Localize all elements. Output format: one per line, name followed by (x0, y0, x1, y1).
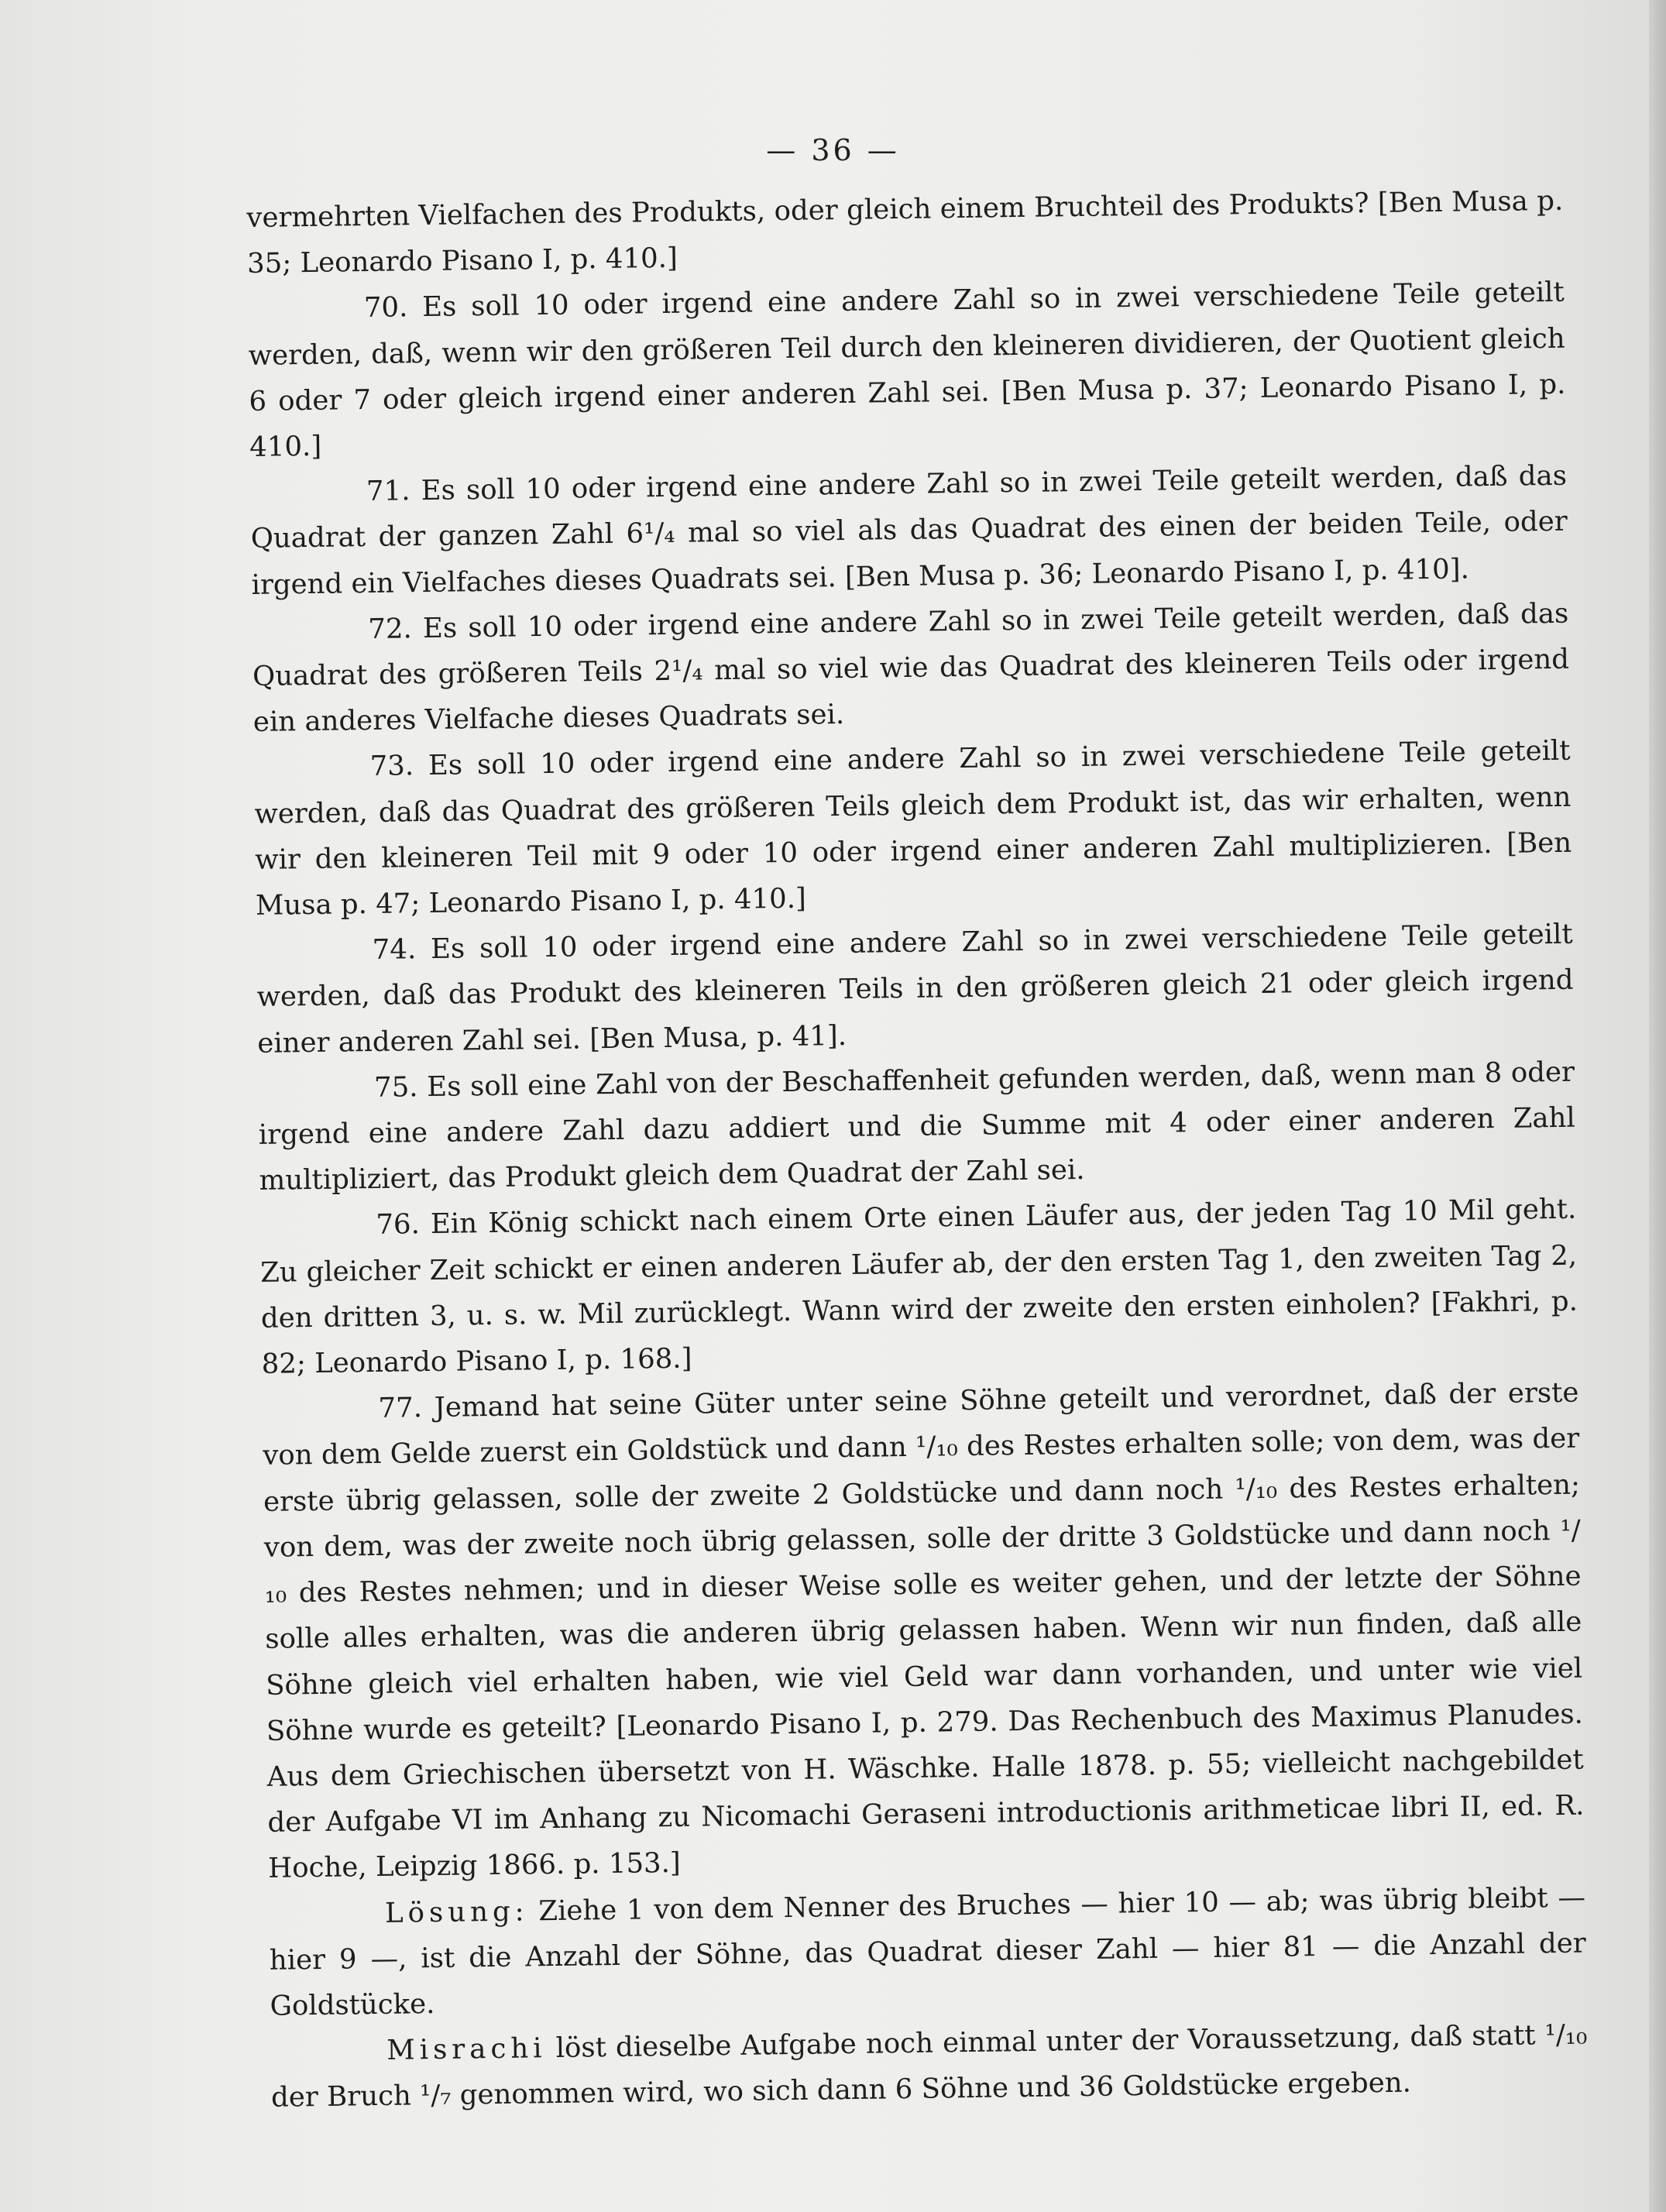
problem-70: 70. Es soll 10 oder irgend eine andere Zahl so in zwei verschiedene Teile geteilt werden, daß, wenn wir den größeren Teil durch den kleineren dividieren, der Quotient gleich 6 oder 7 oder gleich irgend einer anderen Zahl sei. [Ben Musa p. 37; Leonardo Pisano I, p. 410.] (248, 276, 1566, 463)
problem-76: 76. Ein König schickt nach einem Orte einen Läufer aus, der jeden Tag 10 Mil geht. Zu gleicher Zeit schickt er einen anderen Läufer ab, der den ersten Tag 1, den zweiten Tag 2, den dritten 3, u. s. w. Mil zurücklegt. Wann wird der zweite den ersten einholen? [Fakhri, p. 82; Leonardo Pisano I, p. 168.] (259, 1194, 1578, 1380)
problem-71: 71. Es soll 10 oder irgend eine andere Zahl so in zwei Teile geteilt werden, daß das Quadrat der ganzen Zahl 6¹/₄ mal so viel als das Quadrat des einen der beiden Teile, oder irgend ein Vielfaches dieses Quadrats sei. [Ben Musa p. 36; Leonardo Pisano I, p. 410]. (250, 459, 1568, 601)
misrachi-paragraph (270, 2012, 1588, 2121)
problem-73: 73. Es soll 10 oder irgend eine andere Zahl so in zwei verschiedene Teile geteilt werden, daß das Quadrat des größeren Teils gleich dem Produkt ist, das wir erhalten, wenn wir den kleineren Teil mit 9 oder 10 oder irgend einer anderen Zahl multiplizieren. [Ben Musa p. 47; Leonardo Pisano I, p. 410.] (254, 735, 1572, 922)
paragraph-continued: vermehrten Vielfachen des Produkts, oder gleich einem Bruchteil des Produkts? [Ben Musa p. 35; Leonardo Pisano I, p. 410.] (246, 184, 1564, 280)
solution-label: Lösung: (384, 1894, 529, 1929)
problem-72: 72. Es soll 10 oder irgend eine andere Zahl so in zwei Teile geteilt werden, daß das Quadrat des größeren Teils 2¹/₄ mal so viel wie das Quadrat des kleineren Teils oder irgend ein anderes Vielfache dieses Quadrats sei. (252, 597, 1570, 739)
problem-77: 77. Jemand hat seine Güter unter seine Söhne geteilt und verordnet, daß der erste von dem Gelde zuerst ein Goldstück und dann ¹/₁₀ des Restes erhalten solle; von dem, was der erste übrig gelassen, solle der zweite 2 Goldstücke und dann noch ¹/₁₀ des Restes erhalten; von dem, was der zweite noch übrig gelassen, solle der dritte 3 Goldstücke und dann noch ¹/₁₀ des Restes nehmen; und in dieser Weise solle es weiter gehen, und der letzte der Söhne solle alles erhalten, was die anderen übrig gelassen haben. Wenn wir nun finden, daß alle Söhne gleich viel erhalten haben, wie viel Geld war dann vorhanden, und unter wie viel Söhne wurde es geteilt? [Leonardo Pisano I, p. 279. Das Rechenbuch des Maximus Planudes. Aus dem Griechischen übersetzt von H. Wäschke. Halle 1878. p. 55; vielleicht nachgebildet der Aufgabe VI im Anhang zu Nicomachi Geraseni introductionis arithmeticae libri II, ed. R. Hoche, Leipzig 1866. p. 153.] (263, 1376, 1585, 1885)
misrachi-name: Misrachi (386, 2032, 547, 2066)
problem-75: 75. Es soll eine Zahl von der Beschaffenheit gefunden werden, daß, wenn man 8 oder irgend eine andere Zahl dazu addiert und die Summe mit 4 oder einer anderen Zahl multipliziert, das Produkt gleich dem Quadrat der Zahl sei. (258, 1056, 1576, 1197)
body-text (246, 178, 1588, 2121)
solution-text: Ziehe 1 von dem Nenner des Bruches — hier 10 — ab; was übrig bleibt — hier 9 —, ist die Anzahl der Söhne, das Quadrat dieser Zahl — hier 81 — die Anzahl der Goldstücke. (269, 1881, 1586, 2022)
problem-74: 74. Es soll 10 oder irgend eine andere Zahl so in zwei verschiedene Teile geteilt werden, daß das Produkt des kleineren Teils in den größeren gleich 21 oder gleich irgend einer anderen Zahl sei. [Ben Musa, p. 41]. (256, 918, 1574, 1060)
misrachi-text: löst dieselbe Aufgabe noch einmal unter der Voraussetzung, daß statt ¹/₁₀ der Bruch ¹/₇ genommen wird, wo sich dann 6 Söhne und 36 Goldstücke ergeben. (270, 2018, 1588, 2114)
solution-paragraph (269, 1874, 1587, 2029)
page-number: — 36 — (766, 133, 900, 167)
page-edge-shadow (1649, 0, 1666, 2212)
